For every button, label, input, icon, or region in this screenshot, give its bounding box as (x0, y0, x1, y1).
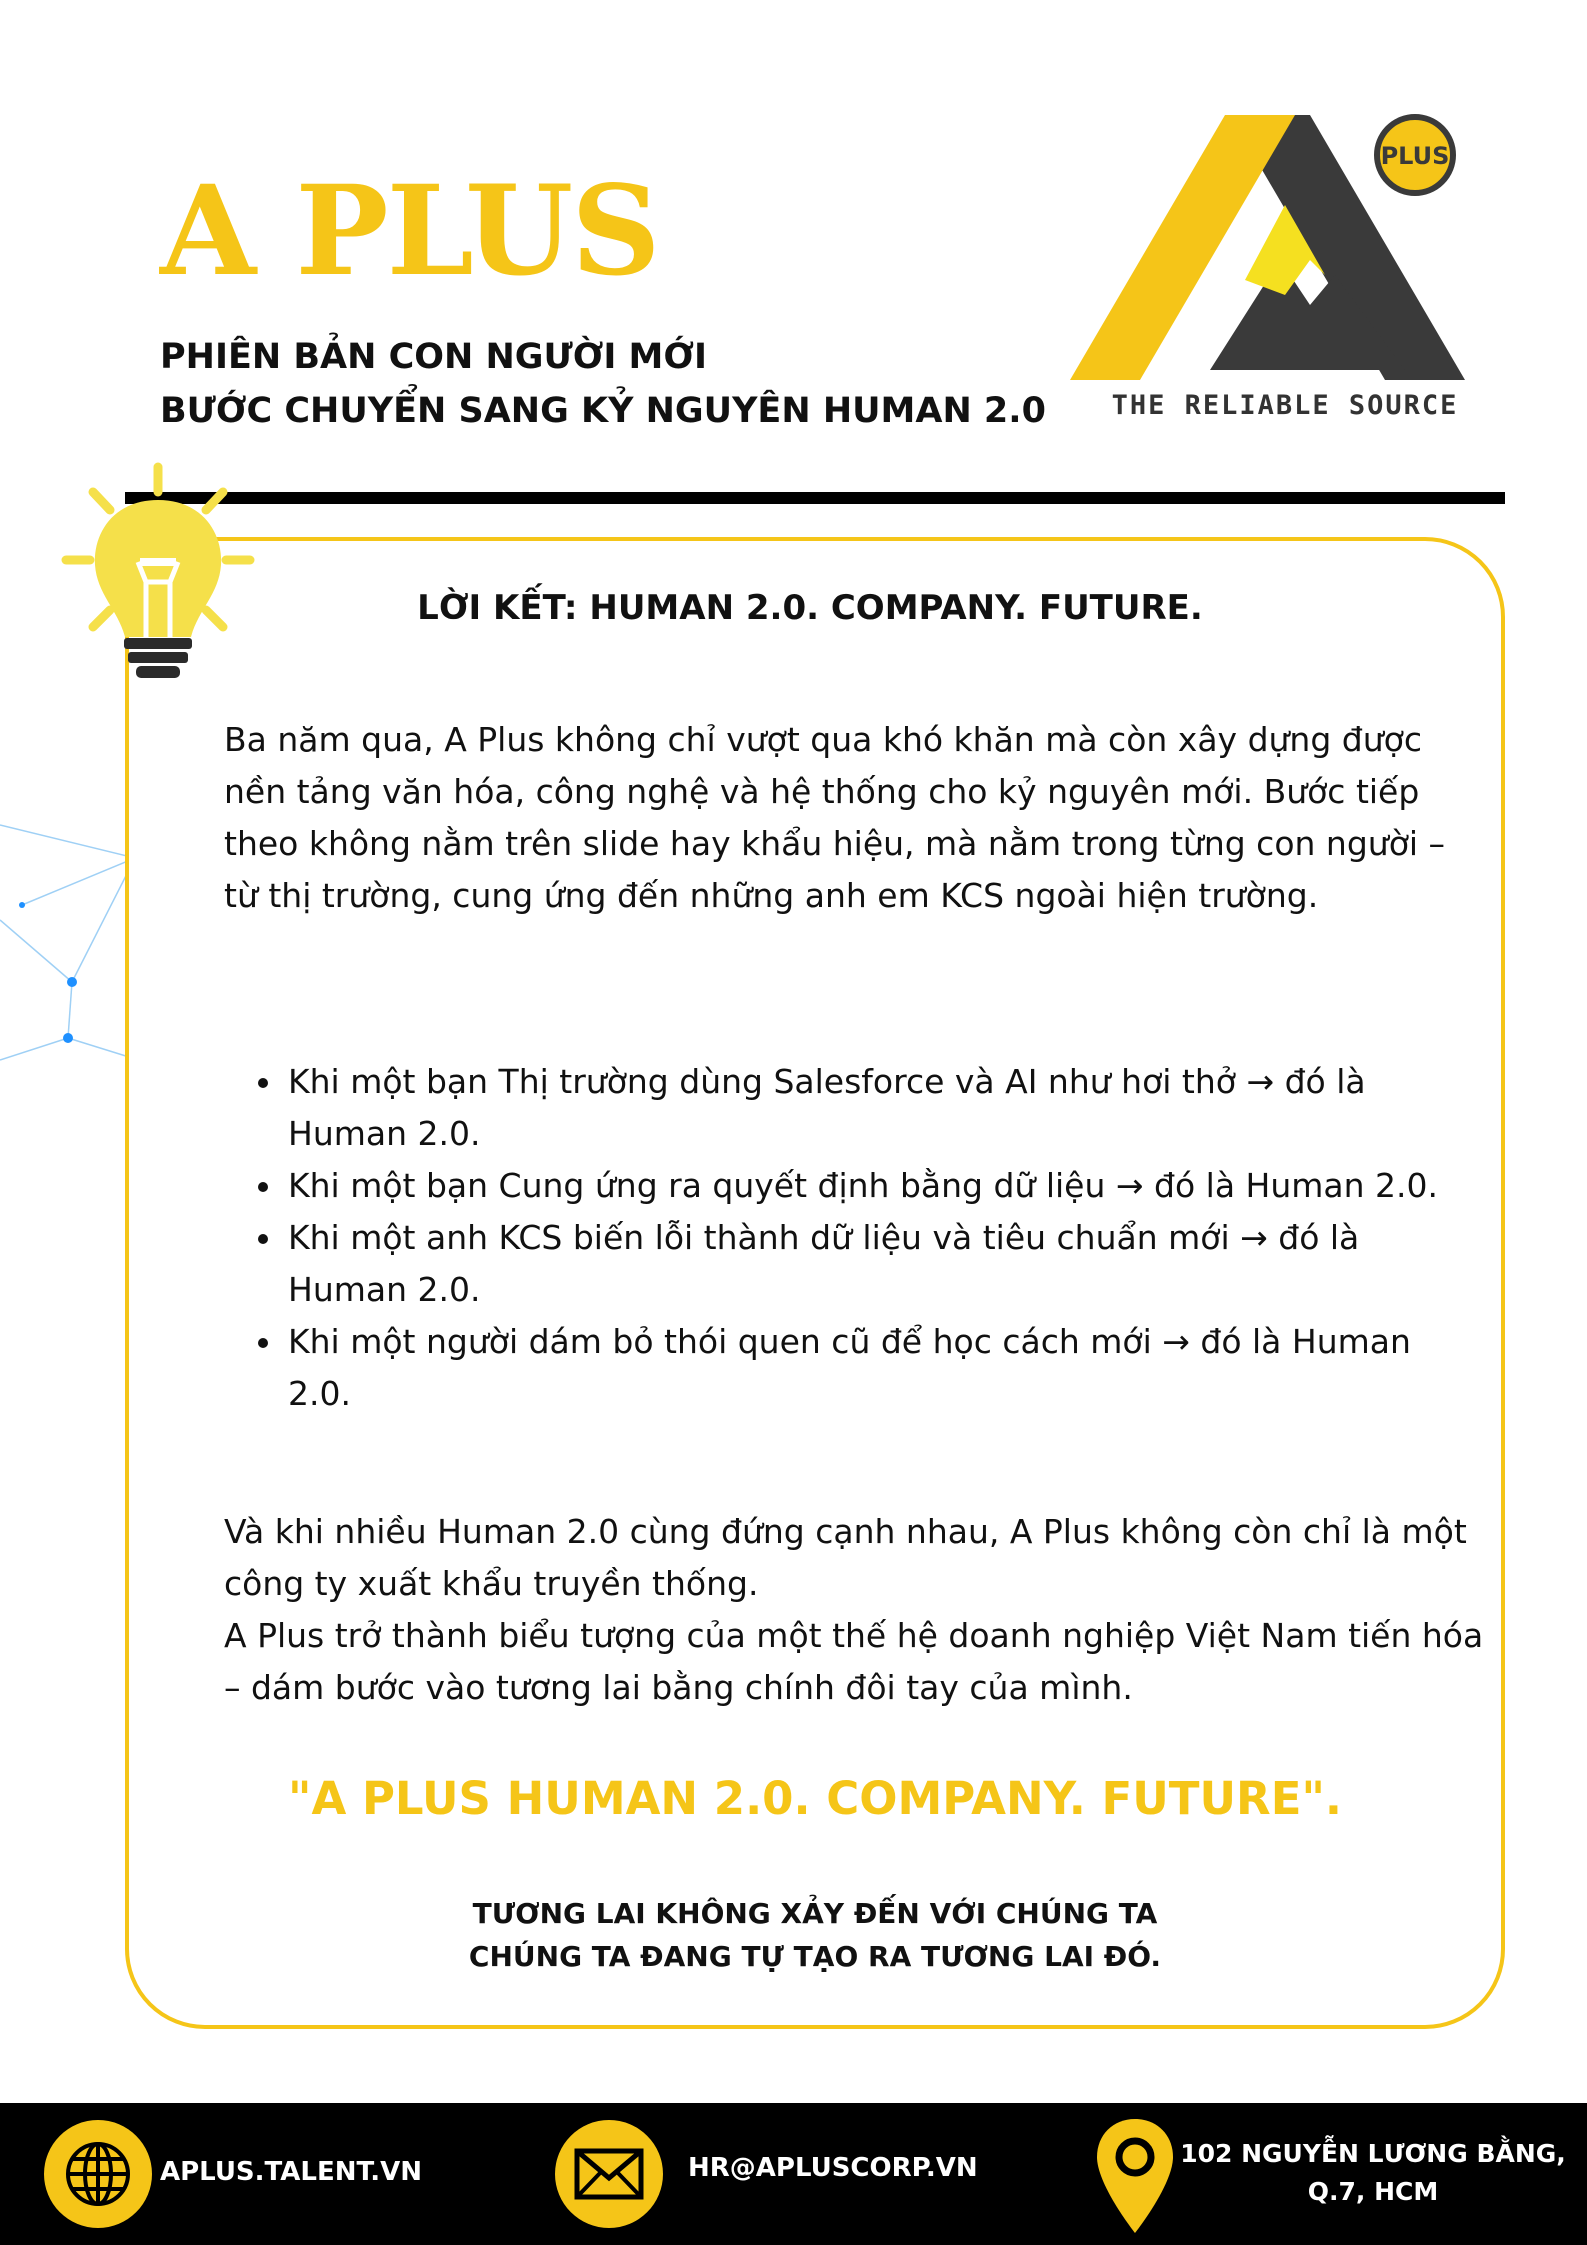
page-subtitle (160, 330, 1046, 438)
list-item: Khi một anh KCS biến lỗi thành dữ liệu và tiêu chuẩn mới → đó là Human 2.0. (288, 1212, 1468, 1316)
location-pin-icon (1095, 2117, 1175, 2235)
light-bulb-icon (58, 462, 268, 692)
website-link[interactable]: APLUS.TALENT.VN (160, 2157, 423, 2187)
section-title: LỜI KẾT: HUMAN 2.0. COMPANY. FUTURE. (417, 588, 1203, 628)
logo-tagline: THE RELIABLE SOURCE (1111, 390, 1459, 421)
address (1178, 2135, 1568, 2211)
closing-line-2: CHÚNG TA ĐANG TỰ TẠO RA TƯƠNG LAI ĐÓ. (468, 1940, 1162, 1973)
slogan-quote: "A PLUS HUMAN 2.0. COMPANY. FUTURE". (288, 1772, 1342, 1825)
address-line-1: 102 NGUYỄN LƯƠNG BẰNG, (1180, 2139, 1566, 2168)
subtitle-line-2: BƯỚC CHUYỂN SANG KỶ NGUYÊN HUMAN 2.0 (160, 391, 1046, 431)
envelope-icon (555, 2120, 663, 2228)
conclusion-line-2: A Plus trở thành biểu tượng của một thế hệ doanh nghiệp Việt Nam tiến hóa – dám bước vào tương lai bằng chính đôi tay của mình. (224, 1616, 1484, 1707)
conclusion-paragraph (224, 1506, 1494, 1714)
list-item: Khi một bạn Cung ứng ra quyết định bằng dữ liệu → đó là Human 2.0. (288, 1160, 1468, 1212)
conclusion-line-1: Và khi nhiều Human 2.0 cùng đứng cạnh nhau, A Plus không còn chỉ là một công ty xuất khẩu truyền thống. (224, 1512, 1467, 1603)
a-plus-logo (1070, 100, 1500, 430)
globe-icon (44, 2120, 152, 2228)
logo-badge-text: PLUS (1380, 142, 1450, 170)
intro-paragraph: Ba năm qua, A Plus không chỉ vượt qua khó khăn mà còn xây dựng được nền tảng văn hóa, công nghệ và hệ thống cho kỷ nguyên mới. Bước tiếp theo không nằm trên slide hay khẩu hiệu, mà nằm trong từng con người – từ thị trường, cung ứng đến những anh em KCS ngoài hiện trường. (224, 720, 1446, 915)
header-divider (125, 492, 1505, 504)
bullet-list (288, 1056, 1468, 1420)
subtitle-line-1: PHIÊN BẢN CON NGƯỜI MỚI (160, 337, 707, 377)
closing-line-1: TƯƠNG LAI KHÔNG XẢY ĐẾN VỚI CHÚNG TA (472, 1897, 1158, 1930)
brand-title: A PLUS (160, 159, 659, 304)
list-item: Khi một người dám bỏ thói quen cũ để học cách mới → đó là Human 2.0. (288, 1316, 1468, 1420)
address-line-2: Q.7, HCM (1307, 2177, 1439, 2206)
footer (0, 2103, 1587, 2245)
email-link[interactable]: HR@APLUSCORP.VN (688, 2153, 978, 2183)
closing-statement (160, 1892, 1470, 1978)
list-item: Khi một bạn Thị trường dùng Salesforce và AI như hơi thở → đó là Human 2.0. (288, 1056, 1468, 1160)
